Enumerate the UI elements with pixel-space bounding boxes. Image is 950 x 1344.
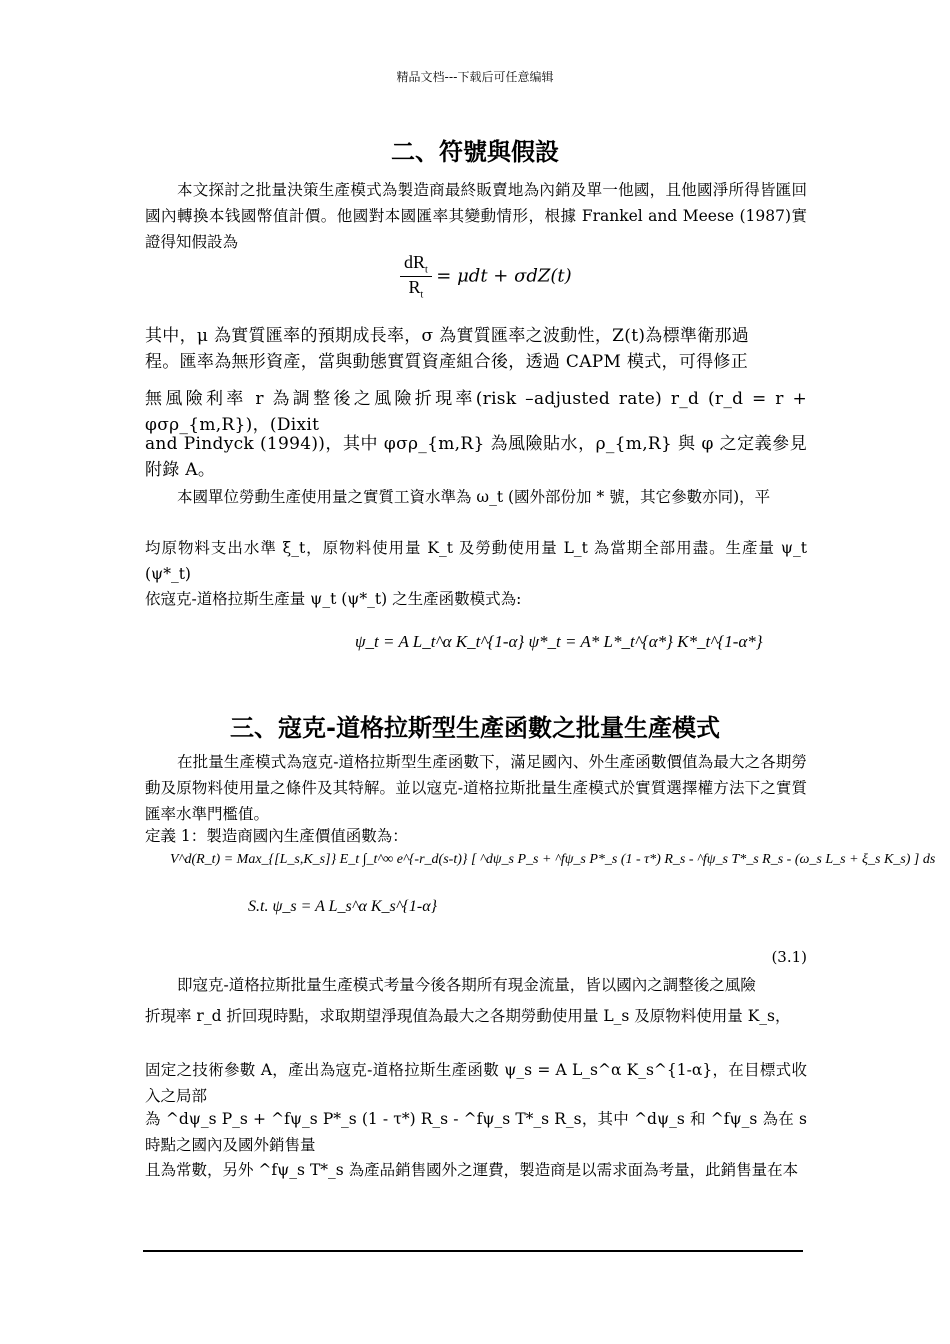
equation-3-number: (3.1) (771, 948, 807, 966)
section-2-paragraph-2-line-4: and Pindyck (1994))，其中 φσρ_{m,R} 為風險貼水，ρ_{m,R} 與 φ 之定義參見附錄 A。 (145, 434, 807, 480)
section-3-paragraph-2-line-5: 且為常數，另外 ^fψ_s T*_s 為產品銷售國外之運費，製造商是以需求面為考量，此銷售量在本 (145, 1161, 799, 1179)
section-2-paragraph-2-line-3: 無風險利率 r 為調整後之風險折現率(risk –adjusted rate) r_d (r_d = r + φσρ_{m,R})，(Dixit (145, 389, 807, 435)
footer-rule (143, 1250, 803, 1252)
section-2-title: 二、符號與假設 (391, 138, 559, 166)
section-3-paragraph-2-line-3: 固定之技術參數 A，產出為寇克-道格拉斯生產函數 ψ_s = A L_s^α K_s^{1-α}，在目標式收入之局部 (145, 1061, 807, 1105)
equation-2: ψ_t = A L_t^α K_t^{1-α} ψ*_t = A* L*_t^{α*} K*_t^{1-α*} (355, 632, 763, 651)
section-2-paragraph-2-line-2: 程。匯率為無形資產，當與動態實質資產組合後，透過 CAPM 模式，可得修正 (145, 352, 749, 372)
section-3-paragraph-1: 在批量生產模式為寇克-道格拉斯型生產函數下，滿足國內、外生產函數價值為最大之各期勞動及原物料使用量之條件及其特解。並以寇克-道格拉斯批量生產模式於實質選擇權方法下之實質匯率水準門檻值。 (145, 753, 807, 823)
section-3-title: 三、寇克-道格拉斯型生產函數之批量生產模式 (230, 714, 720, 742)
equation-3-line-1: V^d(R_t) = Max_{[L_s,K_s]} E_t ∫_t^∞ e^{-r_d(s-t)} [ ^dψ_s P_s + ^fψ_s P*_s (1 - τ*) R_s - ^fψ_s T*_s R_s - (ω_s L_s + ξ_s K_s) ] ds (170, 852, 936, 867)
section-3-paragraph-2-line-1: 即寇克-道格拉斯批量生產模式考量今後各期所有現金流量，皆以國內之調整後之風險 (177, 976, 756, 994)
section-3-paragraph-2-line-4: 為 ^dψ_s P_s + ^fψ_s P*_s (1 - τ*) R_s - ^fψ_s T*_s R_s，其中 ^dψ_s 和 ^fψ_s 為在 s 時點之國內及國外銷售量 (145, 1110, 807, 1154)
eq1-rhs: = μdt + σdZ(t) (436, 265, 572, 287)
section-2-paragraph-3-line-3: 依寇克-道格拉斯生產量 ψ_t (ψ*_t) 之生產函數模式為: (145, 590, 522, 608)
section-2-paragraph-2-line-1: 其中，μ 為實質匯率的預期成長率，σ 為實質匯率之波動性，Z(t)為標準衛那過 (145, 326, 750, 346)
section-3-paragraph-2-line-2: 折現率 r_d 折回現時點，求取期望淨現值為最大之各期勞動使用量 L_s 及原物料使用量 K_s， (145, 1007, 791, 1025)
definition-1: 定義 1：製造商國內生產價值函數為： (145, 827, 408, 845)
equation-3-line-2: S.t. ψ_s = A L_s^α K_s^{1-α} (248, 898, 438, 915)
section-2-paragraph-3-line-1: 本國單位勞動生產使用量之實質工資水準為 ω_t (國外部份加 * 號，其它參數亦同)，平 (177, 488, 771, 506)
eq1-denominator: R (408, 276, 421, 297)
eq1-numerator: dR (404, 252, 426, 272)
section-2-paragraph-1: 本文探討之批量決策生產模式為製造商最終販賣地為內銷及單一他國，且他國淨所得皆匯回國內轉換本钱國幣值計價。他國對本國匯率其變動情形，根據 Frankel and Meese (1987)實證得知假設為 (145, 181, 807, 251)
equation-1: $\frac{dR_t}{R_t}$ = μdt + σdZ(t) (400, 252, 572, 300)
page-header: 精品文档---下载后可任意编辑 (396, 70, 554, 84)
section-2-paragraph-3-line-2: 均原物料支出水準 ξ_t，原物料使用量 K_t 及勞動使用量 L_t 為當期全部用盡。生產量 ψ_t (ψ*_t) (145, 539, 807, 583)
